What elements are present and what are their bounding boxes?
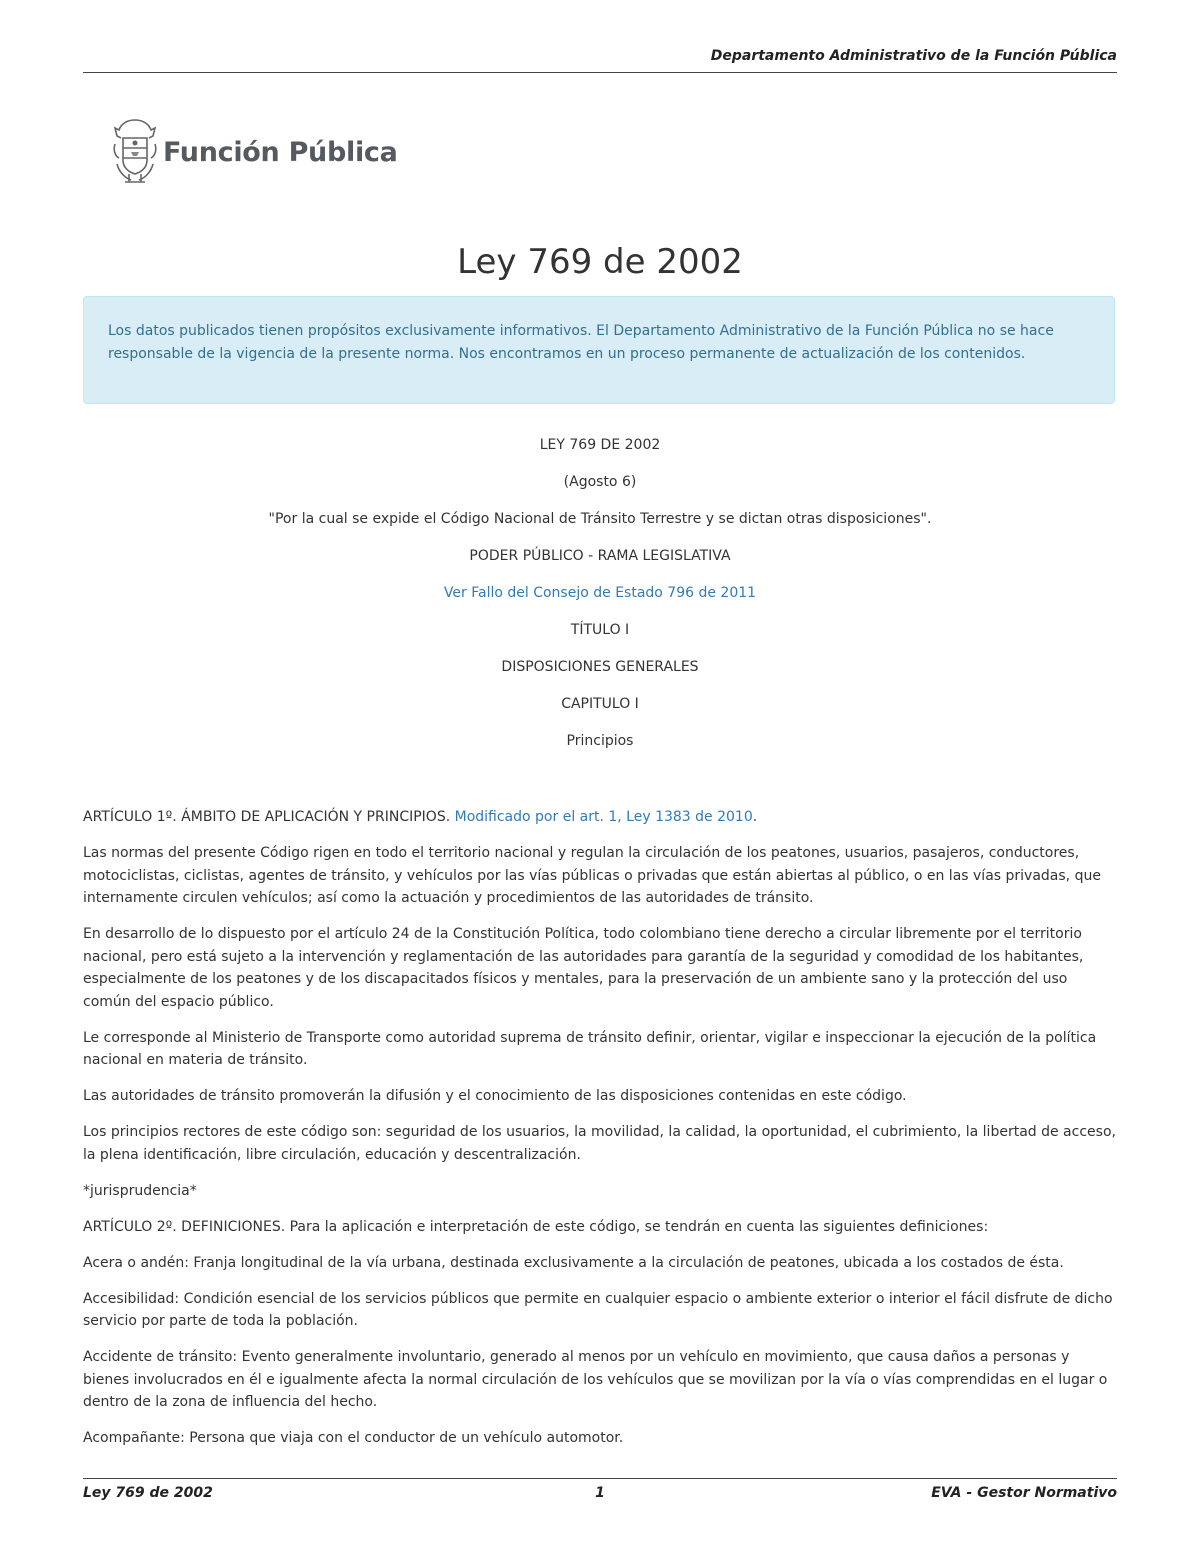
law-heading: LEY 769 DE 2002 — [539, 437, 661, 453]
chapter-heading: CAPITULO I — [561, 696, 639, 712]
law-date: (Agosto 6) — [563, 474, 637, 490]
paragraph: Los principios rectores de este código son: seguridad de los usuarios, la movilidad, la calidad, la oportunidad, el cubrimiento, la libertad de acceso, la plena identificación, libre circulación, educación y descentralización. — [83, 1124, 1116, 1163]
disclaimer-alert: Los datos publicados tienen propósitos exclusivamente informativos. El Departamento Administrativo de la Función Pública no se hace responsable de la vigencia de la presente norma. Nos encontramos en un proceso permanente de actualización de los contenidos. — [83, 296, 1115, 404]
definition: Accesibilidad: Condición esencial de los servicios públicos que permite en cualquier espacio o ambiente exterior o interior el fácil disfrute de dicho servicio por parte de toda la población. — [83, 1290, 1113, 1329]
jurisprudence-marker: *jurisprudencia* — [83, 1182, 197, 1199]
definition: Acera o andén: Franja longitudinal de la vía urbana, destinada exclusivamente a la circulación de peatones, ubicada a los costados de ésta. — [83, 1254, 1064, 1271]
paragraph: Las autoridades de tránsito promoverán la difusión y el conocimiento de las disposiciones contenidas en este código. — [83, 1088, 907, 1104]
footer-law-name: Ley 769 de 2002 — [83, 1485, 213, 1501]
law-body — [83, 806, 1117, 1463]
article-1-heading — [83, 806, 1117, 829]
amendment-link[interactable]: Modificado por el art. 1, Ley 1383 de 2010 — [454, 809, 753, 825]
article-2-heading: ARTÍCULO 2º. DEFINICIONES. Para la aplicación e interpretación de este código, se tendrán en cuenta las siguientes definiciones: — [83, 1218, 989, 1235]
logo-text: Función Pública — [163, 136, 398, 168]
ruling-link[interactable]: Ver Fallo del Consejo de Estado 796 de 2011 — [443, 585, 757, 601]
ruling-paragraph — [83, 582, 1117, 605]
article-1-period: . — [752, 809, 758, 825]
definition: Accidente de tránsito: Evento generalmente involuntario, generado al menos por un vehículo en movimiento, que causa daños a personas y bienes involucrados en él e igualmente afecta la normal circulación de los vehículos que se movilizan por la vía o vías comprendidas en el lugar o dentro de la zona de influencia del hecho. — [83, 1349, 1108, 1410]
article-1-title: ARTÍCULO 1º. ÁMBITO DE APLICACIÓN Y PRINCIPIOS. — [83, 809, 451, 825]
paragraph: En desarrollo de lo dispuesto por el artículo 24 de la Constitución Política, todo colombiano tiene derecho a circular libremente por el territorio nacional, pero está sujeto a la intervención y reglamentación de las autoridades para garantía de la seguridad y comodidad de los habitantes, especialmente de los peatones y de los discapacitados físicos y mentales, para la preservación de un ambiente sano y la protección del uso común del espacio público. — [83, 926, 1084, 1010]
paragraph: Las normas del presente Código rigen en todo el territorio nacional y regulan la circulación de los peatones, usuarios, pasajeros, conductores, motociclistas, ciclistas, agentes de tránsito, y vehículos por las vías públicas o privadas que están abiertas al público, o en las vías privadas, que internamente circulen vehículos; así como la actuación y procedimientos de las autoridades de tránsito. — [83, 845, 1101, 906]
title-heading: TÍTULO I — [570, 622, 630, 638]
colombia-coat-of-arms-icon — [111, 116, 159, 188]
logo — [111, 116, 398, 188]
header-divider — [83, 72, 1117, 73]
document-page — [83, 0, 1117, 1553]
law-branch: PODER PÚBLICO - RAMA LEGISLATIVA — [469, 548, 731, 564]
page-header: Departamento Administrativo de la Función Pública — [710, 48, 1117, 64]
definition: Acompañante: Persona que viaja con el conductor de un vehículo automotor. — [83, 1430, 624, 1446]
footer-divider — [83, 1478, 1117, 1479]
page-number: 1 — [595, 1485, 605, 1501]
title-name: DISPOSICIONES GENERALES — [501, 659, 699, 675]
paragraph: Le corresponde al Ministerio de Transporte como autoridad suprema de tránsito definir, orientar, vigilar e inspeccionar la ejecución de la política nacional en materia de tránsito. — [83, 1029, 1097, 1068]
law-preamble — [83, 434, 1117, 767]
page-title: Ley 769 de 2002 — [457, 242, 743, 282]
law-subject: "Por la cual se expide el Código Nacional de Tránsito Terrestre y se dictan otras disposiciones". — [268, 511, 932, 527]
footer-source: EVA - Gestor Normativo — [931, 1485, 1117, 1501]
chapter-name: Principios — [566, 733, 634, 749]
